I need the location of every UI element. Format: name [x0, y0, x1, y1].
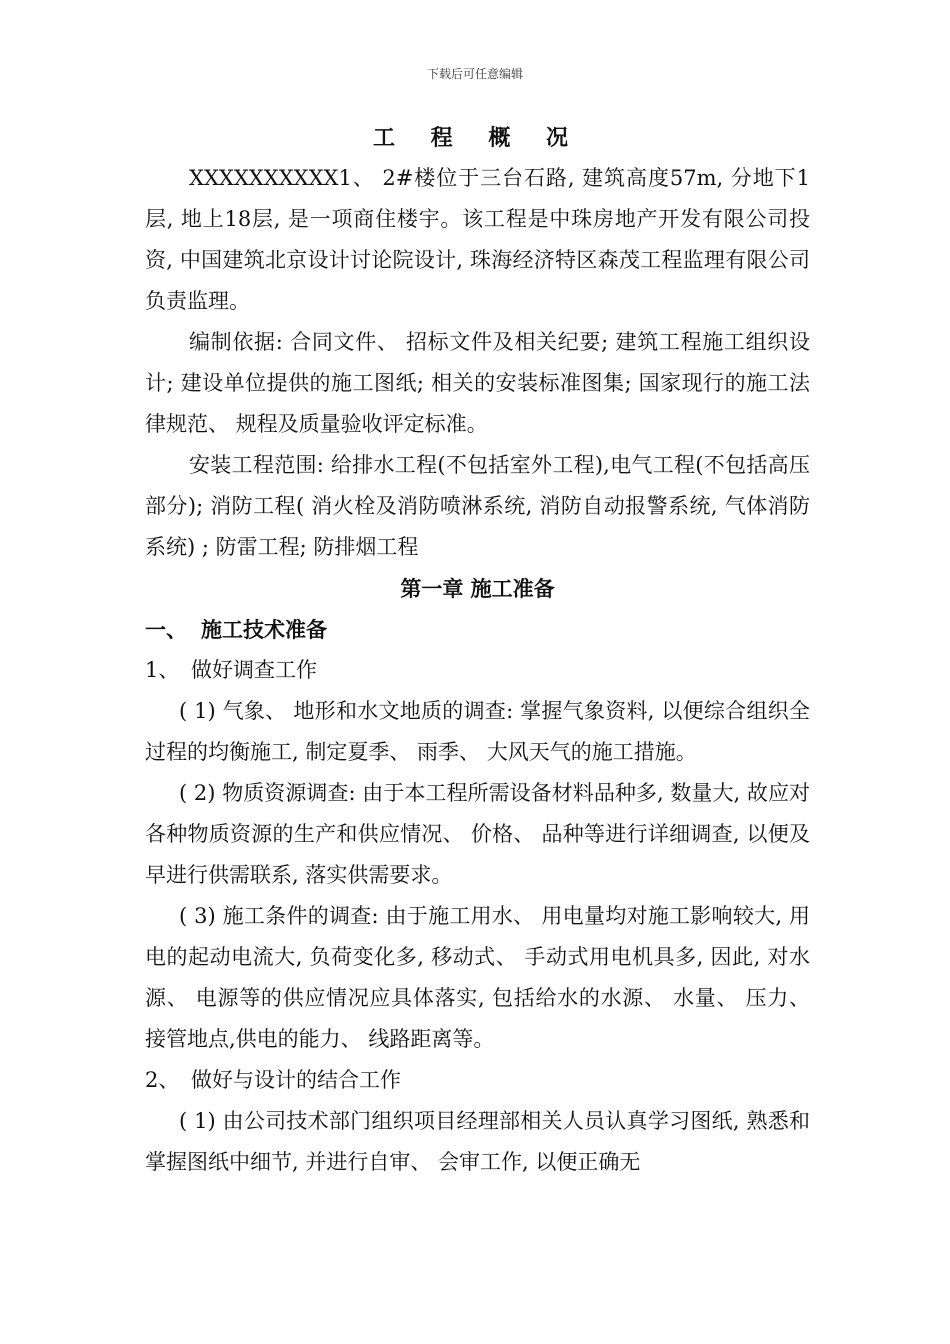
item-title: 做好与设计的结合工作: [191, 1068, 401, 1092]
item2-paragraph-1: ( 1) 由公司技术部门组织项目经理部相关人员认真学习图纸, 熟悉和掌握图纸中细节, 并进行自审、 会审工作, 以便正确无: [145, 1109, 810, 1174]
section-number: 一、: [145, 617, 187, 642]
overview-paragraph-1: XXXXXXXXXX1、 2#楼位于三台石路, 建筑高度57m, 分地下1层, 地上18层, 是一项商住楼宇。该工程是中珠房地产开发有限公司投资, 中国建筑北京设计讨论院设计, 珠海经济特区森茂工程监理有限公司负责监理。: [145, 166, 810, 313]
item-number: 2、: [145, 1068, 180, 1092]
item1-paragraph-conditions: ( 3) 施工条件的调查: 由于施工用水、 用电量均对施工影响较大, 用电的起动电流大, 负荷变化多, 移动式、 手动式用电机具多, 因此, 对水源、 电源等的供应情况应具体落实, 包括给水的水源、 水量、 压力、 接管地点,供电的能力、 线路距离等。: [145, 904, 810, 1051]
item-title: 做好调查工作: [191, 658, 317, 682]
item1-paragraph-materials: ( 2) 物质资源调查: 由于本工程所需设备材料品种多, 数量大, 故应对各种物质资源的生产和供应情况、 价格、 品种等进行详细调查, 以便及早进行供需联系, 落实供需要求。: [145, 781, 810, 887]
overview-paragraph-scope: 安装工程范围: 给排水工程(不包括室外工程),电气工程(不包括高压部分); 消防工程( 消火栓及消防喷淋系统, 消防自动报警系统, 气体消防系统) ; 防雷工程; 防排烟工程: [145, 453, 810, 559]
header-note: 下载后可任意编辑: [426, 67, 523, 81]
item-number: 1、: [145, 658, 180, 682]
item-heading-1: [145, 650, 810, 691]
section-title: 施工技术准备: [201, 617, 327, 642]
document-title: 工 程 概 况: [373, 125, 582, 151]
item-heading-2: [145, 1060, 810, 1101]
item1-paragraph-weather: ( 1) 气象、 地形和水文地质的调查: 掌握气象资料, 以便综合组织全过程的均衡施工, 制定夏季、 雨季、 大风天气的施工措施。: [145, 699, 810, 764]
overview-paragraph-basis: 编制依据: 合同文件、 招标文件及相关纪要; 建筑工程施工组织设计; 建设单位提供的施工图纸; 相关的安装标准图集; 国家现行的施工法律规范、 规程及质量验收评定标准。: [145, 330, 810, 436]
document-body: [145, 120, 810, 1183]
section-heading: [145, 609, 810, 650]
chapter-title: 第一章 施工准备: [400, 576, 555, 601]
